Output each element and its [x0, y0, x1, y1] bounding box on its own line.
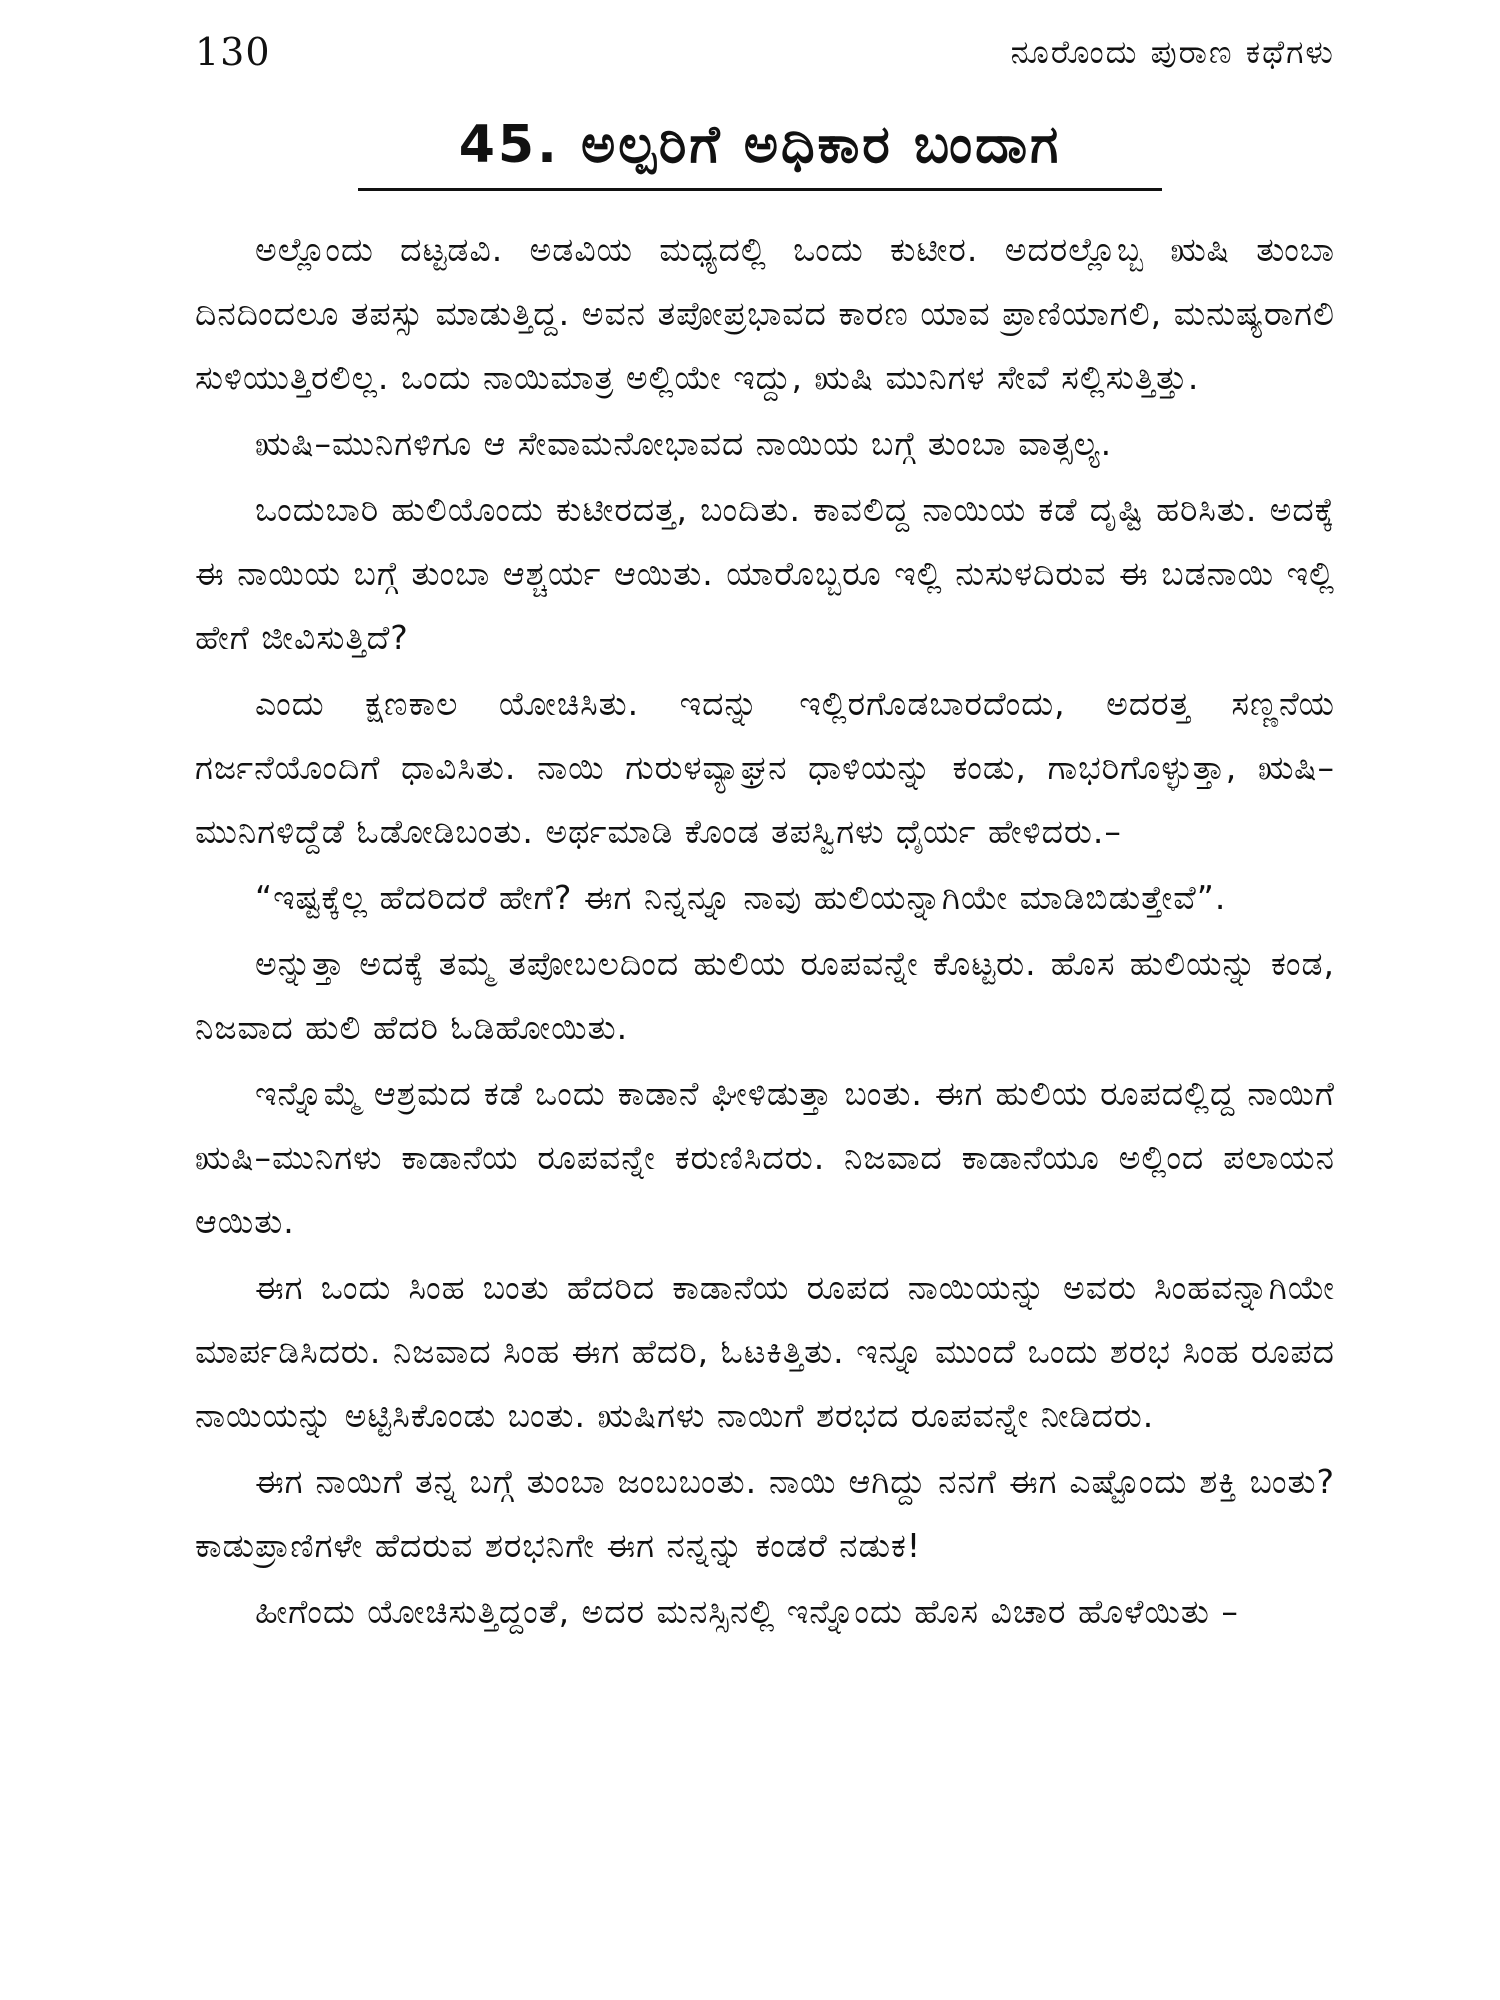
paragraph: ಹೀಗೆಂದು ಯೋಚಿಸುತ್ತಿದ್ದಂತೆ, ಅದರ ಮನಸ್ಸಿನಲ್ಲಿ ಇನ್ನೊಂದು ಹೊಸ ವಿಚಾರ ಹೊಳೆಯಿತು –: [255, 1592, 1239, 1631]
paragraph: ಇನ್ನೊಮ್ಮೆ ಆಶ್ರಮದ ಕಡೆ ಒಂದು ಕಾಡಾನೆ ಘೀಳಿಡುತ್ತಾ ಬಂತು. ಈಗ ಹುಲಿಯ ರೂಪದಲ್ಲಿದ್ದ ನಾಯಿಗೆ ಋಷಿ–ಮುನಿಗಳು ಕಾಡಾನೆಯ ರೂಪವನ್ನೇ ಕರುಣಿಸಿದರು. ನಿಜವಾದ ಕಾಡಾನೆಯೂ ಅಲ್ಲಿಂದ ಪಲಾಯನ ಆಯಿತು.: [195, 1074, 1335, 1241]
paragraph: ಎಂದು ಕ್ಷಣಕಾಲ ಯೋಚಿಸಿತು. ಇದನ್ನು ಇಲ್ಲಿರಗೊಡಬಾರದೆಂದು, ಅದರತ್ತ ಸಣ್ಣನೆಯ ಗರ್ಜನೆಯೊಂದಿಗೆ ಧಾವಿಸಿತು. ನಾಯಿ ಗುರುಳವ್ಯಾಘ್ರನ ಧಾಳಿಯನ್ನು ಕಂಡು, ಗಾಭರಿಗೊಳ್ಳುತ್ತಾ, ಋಷಿ–ಮುನಿಗಳಿದ್ದೆಡೆ ಓಡೋಡಿಬಂತು. ಅರ್ಥಮಾಡಿ ಕೊಂಡ ತಪಸ್ವಿಗಳು ಧೈರ್ಯ ಹೇಳಿದರು.–: [195, 684, 1335, 851]
running-title: ನೂರೊಂದು ಪುರಾಣ ಕಥೆಗಳು: [1010, 33, 1335, 71]
title-underline: [358, 188, 1162, 191]
chapter-title: 45. ಅಲ್ಪರಿಗೆ ಅಧಿಕಾರ ಬಂದಾಗ: [458, 115, 1062, 175]
paragraph: “ಇಷ್ಟಕ್ಕೆಲ್ಲ ಹೆದರಿದರೆ ಹೇಗೆ? ಈಗ ನಿನ್ನನ್ನೂ ನಾವು ಹುಲಿಯನ್ನಾಗಿಯೇ ಮಾಡಿಬಿಡುತ್ತೇವೆ”.: [255, 878, 1227, 917]
page-number: 130: [195, 30, 271, 74]
paragraph: ಈಗ ನಾಯಿಗೆ ತನ್ನ ಬಗ್ಗೆ ತುಂಬಾ ಜಂಬಬಂತು. ನಾಯಿ ಆಗಿದ್ದು ನನಗೆ ಈಗ ಎಷ್ಟೊಂದು ಶಕ್ತಿ ಬಂತು? ಕಾಡುಪ್ರಾಣಿಗಳೇ ಹೆದರುವ ಶರಭನಿಗೇ ಈಗ ನನ್ನನ್ನು ಕಂಡರೆ ನಡುಕ!: [195, 1462, 1335, 1565]
paragraph: ಋಷಿ–ಮುನಿಗಳಿಗೂ ಆ ಸೇವಾಮನೋಭಾವದ ನಾಯಿಯ ಬಗ್ಗೆ ತುಂಬಾ ವಾತ್ಸಲ್ಯ.: [255, 424, 1113, 463]
paragraph: ಈಗ ಒಂದು ಸಿಂಹ ಬಂತು ಹೆದರಿದ ಕಾಡಾನೆಯ ರೂಪದ ನಾಯಿಯನ್ನು ಅವರು ಸಿಂಹವನ್ನಾಗಿಯೇ ಮಾರ್ಪಡಿಸಿದರು. ನಿಜವಾದ ಸಿಂಹ ಈಗ ಹೆದರಿ, ಓಟಕಿತ್ತಿತು. ಇನ್ನೂ ಮುಂದೆ ಒಂದು ಶರಭ ಸಿಂಹ ರೂಪದ ನಾಯಿಯನ್ನು ಅಟ್ಟಿಸಿಕೊಂಡು ಬಂತು. ಋಷಿಗಳು ನಾಯಿಗೆ ಶರಭದ ರೂಪವನ್ನೇ ನೀಡಿದರು.: [195, 1268, 1335, 1435]
paragraph: ಒಂದುಬಾರಿ ಹುಲಿಯೊಂದು ಕುಟೀರದತ್ತ, ಬಂದಿತು. ಕಾವಲಿದ್ದ ನಾಯಿಯ ಕಡೆ ದೃಷ್ಟಿ ಹರಿಸಿತು. ಅದಕ್ಕೆ ಈ ನಾಯಿಯ ಬಗ್ಗೆ ತುಂಬಾ ಆಶ್ಚರ್ಯ ಆಯಿತು. ಯಾರೊಬ್ಬರೂ ಇಲ್ಲಿ ನುಸುಳದಿರುವ ಈ ಬಡನಾಯಿ ಇಲ್ಲಿ ಹೇಗೆ ಜೀವಿಸುತ್ತಿದೆ?: [195, 490, 1335, 657]
page-header: [195, 22, 1335, 82]
chapter-title-block: [360, 105, 1160, 195]
paragraph: ಅಲ್ಲೊಂದು ದಟ್ಟಡವಿ. ಅಡವಿಯ ಮಧ್ಯದಲ್ಲಿ ಒಂದು ಕುಟೀರ. ಅದರಲ್ಲೊಬ್ಬ ಋಷಿ ತುಂಬಾ ದಿನದಿಂದಲೂ ತಪಸ್ಸು ಮಾಡುತ್ತಿದ್ದ. ಅವನ ತಪೋಪ್ರಭಾವದ ಕಾರಣ ಯಾವ ಪ್ರಾಣಿಯಾಗಲಿ, ಮನುಷ್ಯರಾಗಲಿ ಸುಳಿಯುತ್ತಿರಲಿಲ್ಲ. ಒಂದು ನಾಯಿಮಾತ್ರ ಅಲ್ಲಿಯೇ ಇದ್ದು, ಋಷಿ ಮುನಿಗಳ ಸೇವೆ ಸಲ್ಲಿಸುತ್ತಿತ್ತು.: [195, 230, 1335, 397]
story-body: [195, 218, 1335, 1646]
paragraph: ಅನ್ನುತ್ತಾ ಅದಕ್ಕೆ ತಮ್ಮ ತಪೋಬಲದಿಂದ ಹುಲಿಯ ರೂಪವನ್ನೇ ಕೊಟ್ಟರು. ಹೊಸ ಹುಲಿಯನ್ನು ಕಂಡ, ನಿಜವಾದ ಹುಲಿ ಹೆದರಿ ಓಡಿಹೋಯಿತು.: [195, 944, 1335, 1047]
